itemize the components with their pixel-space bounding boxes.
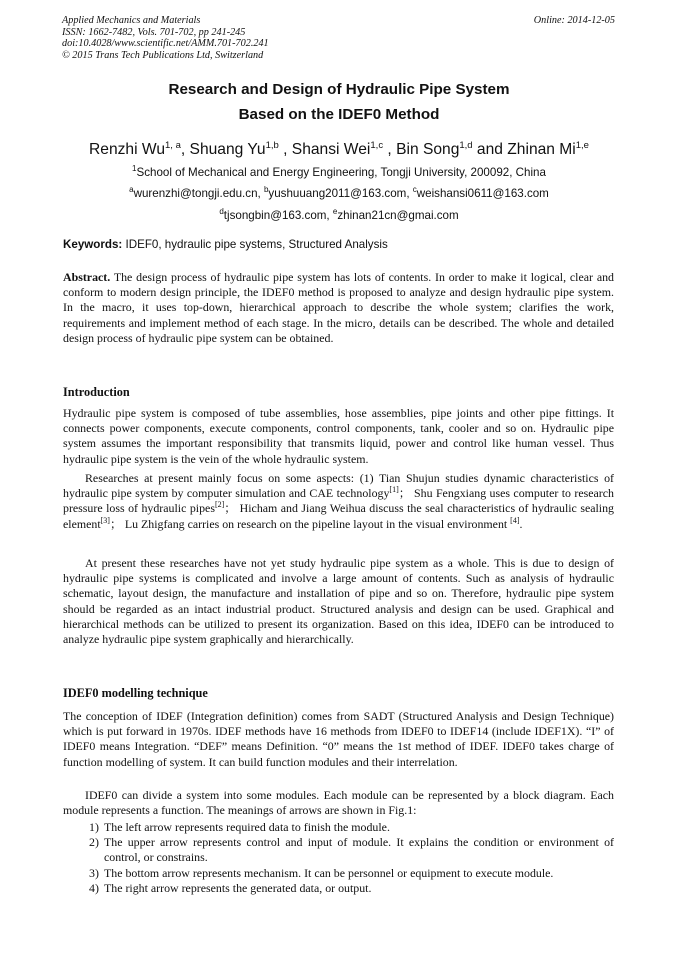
list-item-number: 1) bbox=[89, 820, 99, 834]
affiliation-sup: 1 bbox=[132, 164, 137, 173]
author-name: Bin Song bbox=[396, 141, 460, 159]
paper-title-line-1: Research and Design of Hydraulic Pipe System bbox=[168, 81, 510, 98]
email-c: weishansi0611@163.com bbox=[416, 186, 549, 200]
author-name: Shuang Yu bbox=[189, 141, 266, 159]
email-sup: d bbox=[219, 207, 224, 216]
online-date: Online: 2014-12-05 bbox=[533, 15, 615, 26]
author-name: Zhinan Mi bbox=[507, 141, 576, 159]
affiliation bbox=[0, 161, 678, 181]
author-affil-sup: 1,c bbox=[370, 140, 384, 151]
author-affil-sup: 1, a bbox=[165, 140, 181, 151]
arrow-meaning-list bbox=[89, 820, 614, 896]
keywords bbox=[63, 237, 388, 253]
author-affil-sup: 1,e bbox=[575, 140, 589, 151]
author-separator: , bbox=[180, 141, 190, 159]
list-item bbox=[89, 881, 614, 896]
emails-line-2 bbox=[0, 204, 678, 224]
doi-line: doi:10.4028/www.scientific.net/AMM.701-702.241 bbox=[62, 38, 269, 50]
list-item-number: 4) bbox=[89, 880, 99, 895]
intro-p2-text: ； Shu Fengxiang uses computer to research pressure loss of hydraulic pipes bbox=[63, 486, 614, 516]
intro-paragraph-3 bbox=[63, 556, 614, 647]
citation-ref: [1] bbox=[389, 485, 399, 495]
citation-ref: [2] bbox=[214, 500, 225, 510]
email-e: zhinan21cn@gmai.com bbox=[337, 208, 459, 222]
section-heading-idef0: IDEF0 modelling technique bbox=[63, 686, 208, 700]
list-item-text: The bottom arrow represents mechanism. It can be personnel or equipment to execute module. bbox=[104, 865, 554, 880]
intro-paragraph-1: Hydraulic pipe system is composed of tube assemblies, hose assemblies, pipe joints and other pipe fittings. It connects power components, execute components, control components, tank, cooler and so on. Hydraulic pipe system assumes the important responsibility that transmits liquid, power and control like human vessel. Thus hydraulic pipe system is the vein of the whole hydraulic system. bbox=[63, 406, 614, 466]
list-item-text: The left arrow represents required data to finish the module. bbox=[104, 820, 390, 834]
list-item bbox=[89, 835, 614, 865]
idef0-p2-text: IDEF0 can divide a system into some modules. Each module can be represented by a block diagram. Each module represents a function. The meanings of arrows are shown in Fig.1: bbox=[63, 788, 614, 818]
list-item bbox=[89, 866, 614, 881]
copyright-line: © 2015 Trans Tech Publications Ltd, Switzerland bbox=[62, 49, 264, 61]
keywords-text: IDEF0, hydraulic pipe systems, Structured Analysis bbox=[122, 238, 388, 251]
list-item bbox=[89, 820, 614, 835]
list-item-text: The right arrow represents the generated data, or output. bbox=[104, 880, 372, 895]
email-sup: e bbox=[332, 207, 338, 216]
author-name: Shansi Wei bbox=[291, 141, 371, 159]
intro-p2-text: Researches at present mainly focus on some aspects: (1) Tian Shujun studies dynamic characteristics of hydraulic pipe system by computer simulation and CAE technology bbox=[63, 471, 614, 501]
keywords-label: Keywords: bbox=[63, 238, 123, 251]
section-heading-introduction: Introduction bbox=[63, 385, 130, 399]
affiliation-text: School of Mechanical and Energy Engineering, Tongji University, 200092, China bbox=[136, 165, 546, 179]
email-sup: a bbox=[129, 185, 134, 194]
abstract bbox=[63, 270, 614, 346]
intro-p2-text: . bbox=[519, 516, 523, 531]
email-sup: b bbox=[263, 185, 269, 194]
idef0-paragraph-1: The conception of IDEF (Integration definition) comes from SADT (Structured Analysis and Design Technique) which is put forward in 1970s. IDEF methods have 16 methods from IDEF0 to IDEF14 (include IDEF1X). “I” of IDEF0 means Integration. “DEF” means Definition. “0” means the 1st method of IDEF. IDEF0 takes charge of function modelling of system. It can build function modules and their interrelation. bbox=[63, 709, 614, 769]
author-separator: , bbox=[278, 141, 292, 159]
author-affil-sup: 1,d bbox=[459, 140, 473, 151]
citation-ref: [3] bbox=[100, 515, 110, 525]
author-separator: and bbox=[472, 141, 508, 159]
list-item-text: The upper arrow represents control and input of module. It explains the condition or environment of control, or constrains. bbox=[104, 835, 614, 865]
paper-title-line-2: Based on the IDEF0 Method bbox=[238, 106, 440, 123]
author-separator: , bbox=[383, 141, 397, 159]
journal-header bbox=[62, 15, 269, 61]
abstract-label: Abstract. bbox=[63, 270, 111, 284]
abstract-text: The design process of hydraulic pipe system has lots of contents. In order to make it logical, clear and conform to modern design principle, the IDEF0 method is proposed to analyze and design hydraulic pipe system. In the macro, it uses top-down, hierarchical approach to describe the whole system; clarifies the work, requirements and implement method of each stage. In the micro, details can be described. The whole and detailed design process of hydraulic pipe system can be obtained. bbox=[63, 270, 614, 345]
author-name: Renzhi Wu bbox=[89, 141, 166, 159]
citation-ref: [4] bbox=[510, 515, 520, 525]
emails-line-1 bbox=[0, 182, 678, 202]
intro-p3-text: At present these researches have not yet study hydraulic pipe system as a whole. This is due to design of hydraulic pipe systems is complicated and involve a large amount of contents. Such as analysis of hydraulic schematic, layout design, the manufacture and installation of pipe and so on. Therefore, hydraulic pipe system should be regarded as an intact industrial product. Structured analysis and design can be used. Graphical and hierarchical methods can be utilized to present its organization. Based on this idea, IDEF0 can be introduced to analyze hydraulic pipe system graphically and hierarchically. bbox=[63, 556, 614, 647]
intro-paragraph-2 bbox=[63, 471, 614, 532]
author-affil-sup: 1,b bbox=[265, 140, 279, 151]
issn-line: ISSN: 1662-7482, Vols. 701-702, pp 241-245 bbox=[62, 26, 246, 38]
email-b: yushuuang2011@163.com, bbox=[268, 186, 413, 200]
journal-name: Applied Mechanics and Materials bbox=[62, 15, 201, 26]
email-sup: c bbox=[412, 185, 417, 194]
idef0-paragraph-2 bbox=[63, 788, 614, 818]
email-a: wurenzhi@tongji.edu.cn, bbox=[133, 186, 264, 200]
email-d: tjsongbin@163.com, bbox=[223, 208, 333, 222]
list-item-number: 3) bbox=[89, 865, 99, 880]
intro-p2-text: ； Lu Zhigfang carries on research on the pipeline layout in the visual environment bbox=[109, 516, 511, 531]
author-list bbox=[0, 135, 678, 161]
list-item-number: 2) bbox=[89, 835, 99, 850]
intro-p2-text: ； Hicham and Jiang Weihua discuss the seal characteristics of hydraulic sealing element bbox=[63, 501, 614, 531]
